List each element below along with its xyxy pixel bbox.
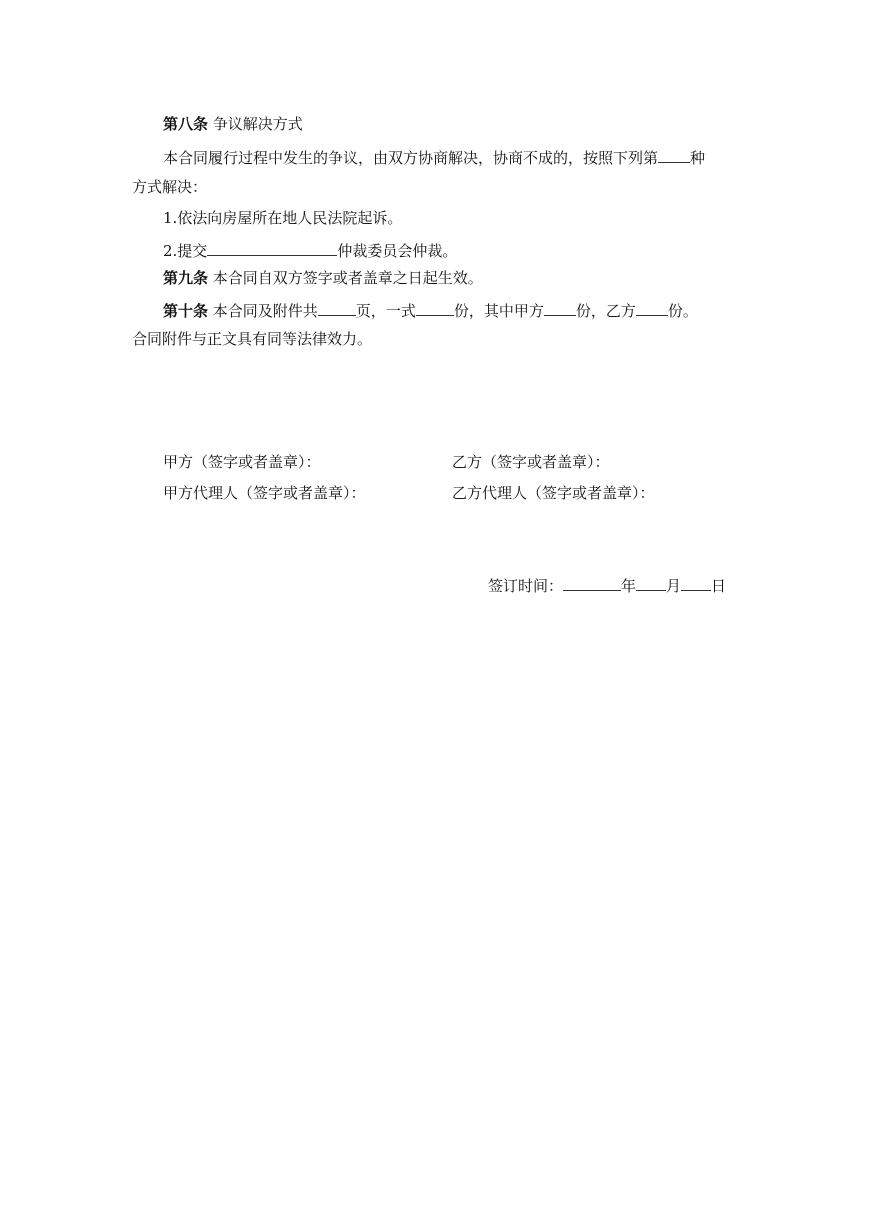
article-10-text-2: 页，一式 xyxy=(355,302,416,320)
party-b-signature-label: 乙方（签字或者盖章）： xyxy=(452,453,610,471)
article-9-text: 本合同自双方签字或者盖章之日起生效。 xyxy=(212,269,483,287)
article-10-line-2 xyxy=(132,329,372,349)
arbitration-committee-blank xyxy=(207,239,337,256)
pages-blank xyxy=(318,299,356,316)
signing-date-label: 签订时间： xyxy=(488,577,564,595)
article-8-heading-line xyxy=(163,114,303,134)
party-a-signature-label: 甲方（签字或者盖章）： xyxy=(163,453,321,471)
article-8-number: 第八条 xyxy=(163,115,209,133)
article-9-number: 第九条 xyxy=(163,269,209,287)
dispute-paragraph-line-1 xyxy=(163,146,705,168)
month-blank xyxy=(636,574,666,591)
option-2-prefix: 2.提交 xyxy=(163,242,208,260)
party-b-agent-label: 乙方代理人（签字或者盖章）： xyxy=(452,484,655,502)
party-a-copies-blank xyxy=(544,299,576,316)
dispute-text: 本合同履行过程中发生的争议，由双方协商解决，协商不成的，按照下列第 xyxy=(163,149,659,167)
article-10-text-1: 本合同及附件共 xyxy=(212,302,318,320)
party-a-agent-signature xyxy=(163,483,366,503)
month-label: 月 xyxy=(666,577,682,595)
copies-blank xyxy=(416,299,454,316)
dispute-text-kind: 种 xyxy=(690,149,706,167)
day-blank xyxy=(681,574,711,591)
dispute-paragraph-line-2 xyxy=(132,177,207,197)
party-b-agent-signature xyxy=(452,483,655,503)
article-8-title: 争议解决方式 xyxy=(212,115,303,133)
article-10-line-1 xyxy=(163,299,698,321)
article-10-text-3: 份，其中甲方 xyxy=(453,302,544,320)
year-blank xyxy=(563,574,621,591)
article-10-text-6: 合同附件与正文具有同等法律效力。 xyxy=(132,330,373,348)
dispute-method-blank xyxy=(658,146,690,163)
article-10-number: 第十条 xyxy=(163,302,209,320)
dispute-text-cont: 方式解决： xyxy=(132,178,208,196)
party-b-copies-blank xyxy=(636,299,668,316)
option-1-text: 1.依法向房屋所在地人民法院起诉。 xyxy=(163,209,403,227)
day-label: 日 xyxy=(711,577,727,595)
option-2-suffix: 仲裁委员会仲裁。 xyxy=(337,242,458,260)
article-10-text-4: 份，乙方 xyxy=(575,302,636,320)
article-9 xyxy=(163,268,483,288)
article-10-text-5: 份。 xyxy=(667,302,698,320)
party-b-signature xyxy=(452,452,610,472)
year-label: 年 xyxy=(621,577,637,595)
signing-date xyxy=(488,574,726,596)
option-1 xyxy=(163,208,402,228)
option-2 xyxy=(163,239,457,261)
party-a-signature xyxy=(163,452,321,472)
party-a-agent-label: 甲方代理人（签字或者盖章）： xyxy=(163,484,366,502)
